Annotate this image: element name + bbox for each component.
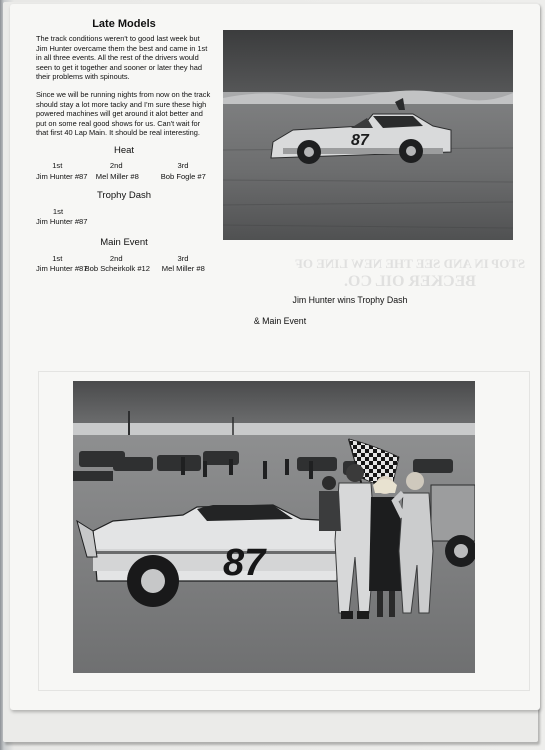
main-event-place-3: 3rd: [177, 253, 189, 263]
heat-driver-3: Bob Fogle #7: [160, 171, 206, 181]
main-event-driver-3: Mel Miller #8: [161, 264, 205, 274]
race-car-on-track-image: [223, 30, 513, 240]
heat-place-3: 3rd: [177, 161, 189, 171]
winner-celebration-photo: [73, 381, 475, 673]
heat-results: [36, 146, 212, 181]
winner-with-car-image: [73, 381, 475, 673]
trophy-dash-driver-1: Jim Hunter #87: [36, 216, 88, 226]
main-event-driver-1: Jim Hunter #87: [36, 264, 88, 274]
article-paragraph-2: Since we will be running nights from now on the track should stay a lot more tacky and I'm sure these high powered machines will get around it alot better and put on some real good shows for us. Can't wait for that first 40 Lap Main. It should be real interesting.: [36, 89, 211, 138]
main-event-title: Main Event: [100, 237, 148, 249]
main-event-driver-2: Bob Scheirkolk #12: [84, 264, 151, 274]
top-race-photo: [223, 30, 513, 240]
heat-driver-2: Mel Miller #8: [95, 171, 139, 181]
main-event-place-2: 2nd: [109, 253, 123, 263]
main-event-place-1: 1st: [52, 253, 63, 263]
heat-place-2: 2nd: [109, 161, 123, 171]
caption-line-2: & Main Event: [253, 316, 307, 326]
bleed-through-print: STOP IN AND SEE THE NEW LINE OF BECKER OIL CO.: [294, 256, 526, 290]
top-car-number: 87: [351, 132, 369, 149]
caption-line-1: Jim Hunter wins Trophy Dash: [292, 295, 408, 305]
trophy-dash-place-1: 1st: [52, 206, 64, 216]
main-event-drivers-row: [36, 264, 212, 273]
heat-places-row: [36, 161, 212, 170]
bottom-car-number: 87: [223, 542, 266, 584]
article-title: Late Models: [92, 18, 156, 30]
article-column: [36, 18, 212, 275]
heat-place-1: 1st: [52, 161, 63, 171]
heat-driver-1: Jim Hunter #87: [36, 171, 88, 181]
trophy-dash-places-row: [36, 207, 212, 216]
heat-drivers-row: [36, 172, 212, 181]
trophy-dash-title: Trophy Dash: [96, 190, 152, 202]
article-paragraph-1: The track conditions weren't to good last week but Jim Hunter overcame them the best and came in 1st in all three events. All the rest of the drivers would seen to get it together and sooner or later they had their problems with spinouts.: [36, 34, 208, 82]
trophy-dash-drivers-row: [36, 217, 212, 226]
trophy-dash-results: [36, 191, 212, 226]
main-event-places-row: [36, 254, 212, 263]
heat-title: Heat: [113, 144, 135, 156]
main-event-results: [36, 238, 212, 273]
